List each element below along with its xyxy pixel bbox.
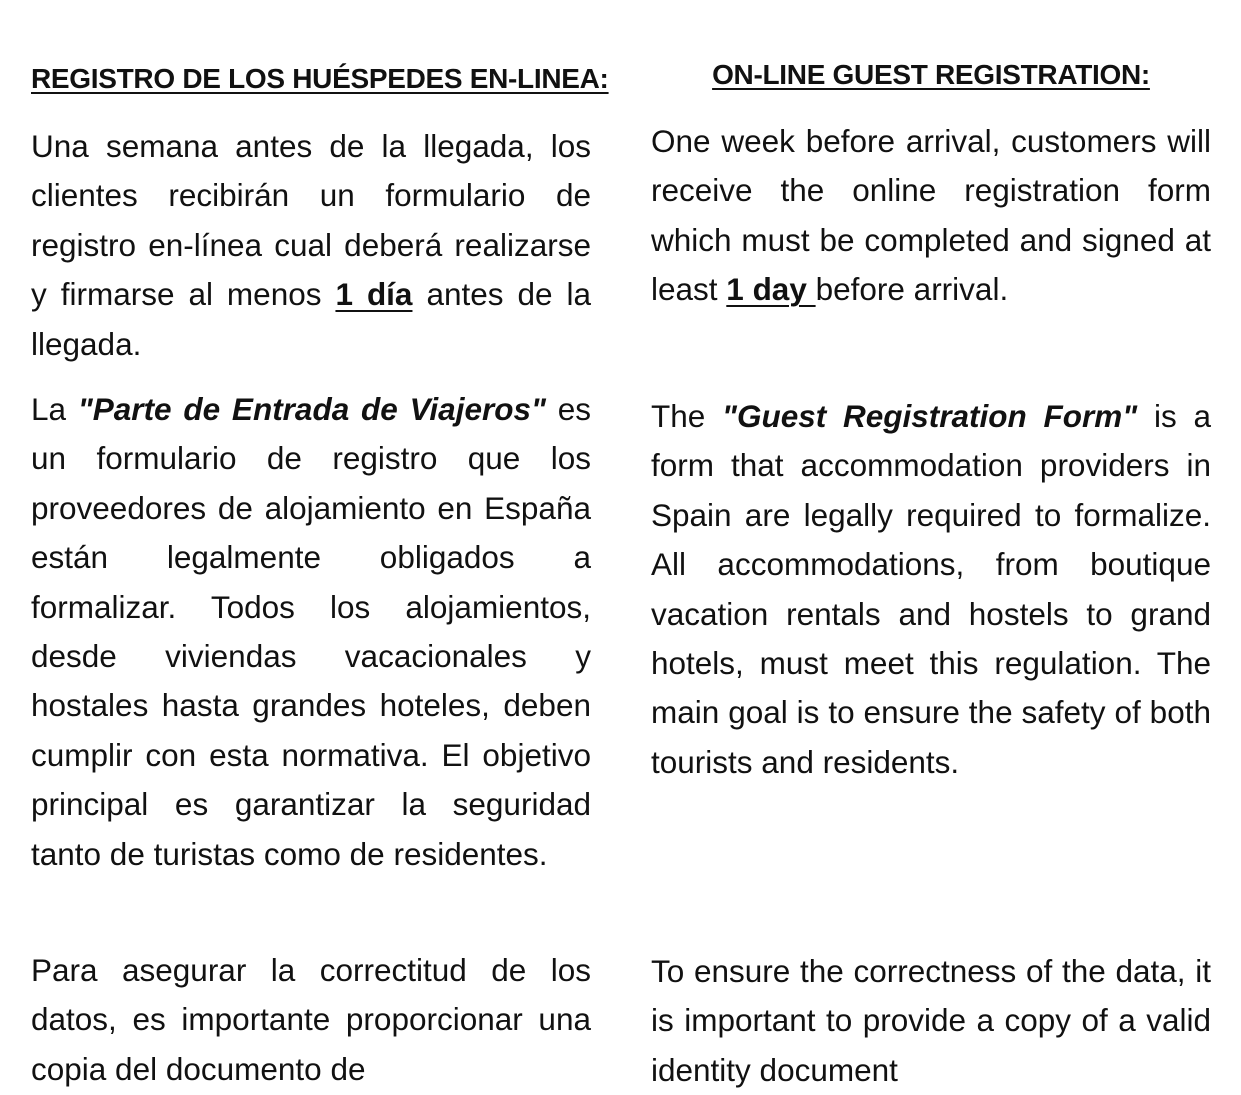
english-p2-text-before: The: [651, 398, 723, 434]
spanish-p2-text-after: es un formulario de registro que los proveedores de alojamiento en España están legalmente obligados a formalizar. Todos los alojamientos, desde viviendas vacacionales y hostales hasta grandes hoteles, deben cumplir con esta normativa. El objetivo principal es garantizar la seguridad tanto de turistas como de residentes.: [31, 391, 591, 872]
english-paragraph-arrival: [651, 117, 1211, 315]
spanish-p1-text-after: antes de la llegada.: [31, 276, 591, 362]
english-p2-form-name: "Guest Registration Form": [722, 398, 1138, 434]
spanish-paragraph-arrival: [31, 122, 591, 369]
english-p1-deadline: 1 day: [726, 271, 816, 308]
english-p2-text-after: is a form that accommodation providers in Spain are legally required to formalize. All accommodations, from boutique vacation rentals and hostels to grand hotels, must meet this regulation. The main goal is to ensure the safety of both tourists and residents.: [651, 398, 1211, 780]
spanish-p2-text-before: La: [31, 391, 78, 427]
english-heading: ON-LINE GUEST REGISTRATION:: [712, 59, 1150, 90]
spanish-p1-text-before: Una semana antes de la llegada, los clientes recibirán un formulario de registro en-línea cual deberá realizarse y firmarse al menos: [31, 128, 591, 313]
spanish-p1-deadline: 1 día: [335, 276, 413, 313]
english-paragraph-form: [651, 392, 1211, 787]
english-p1-text-after: before arrival.: [815, 271, 1009, 308]
english-paragraph-document: To ensure the correctness of the data, it is important to provide a copy of a valid identity document: [651, 953, 1211, 1088]
spanish-p2-form-name: "Parte de Entrada de Viajeros": [77, 391, 546, 427]
spanish-heading: REGISTRO DE LOS HUÉSPEDES EN-LINEA:: [31, 63, 609, 94]
spanish-paragraph-form: [31, 385, 591, 879]
spanish-paragraph-document: Para asegurar la correctitud de los datos, es importante proporcionar una copia del documento de: [31, 952, 591, 1087]
english-p1-text-before: One week before arrival, customers will receive the online registration form which must be completed and signed at least: [651, 123, 1211, 308]
